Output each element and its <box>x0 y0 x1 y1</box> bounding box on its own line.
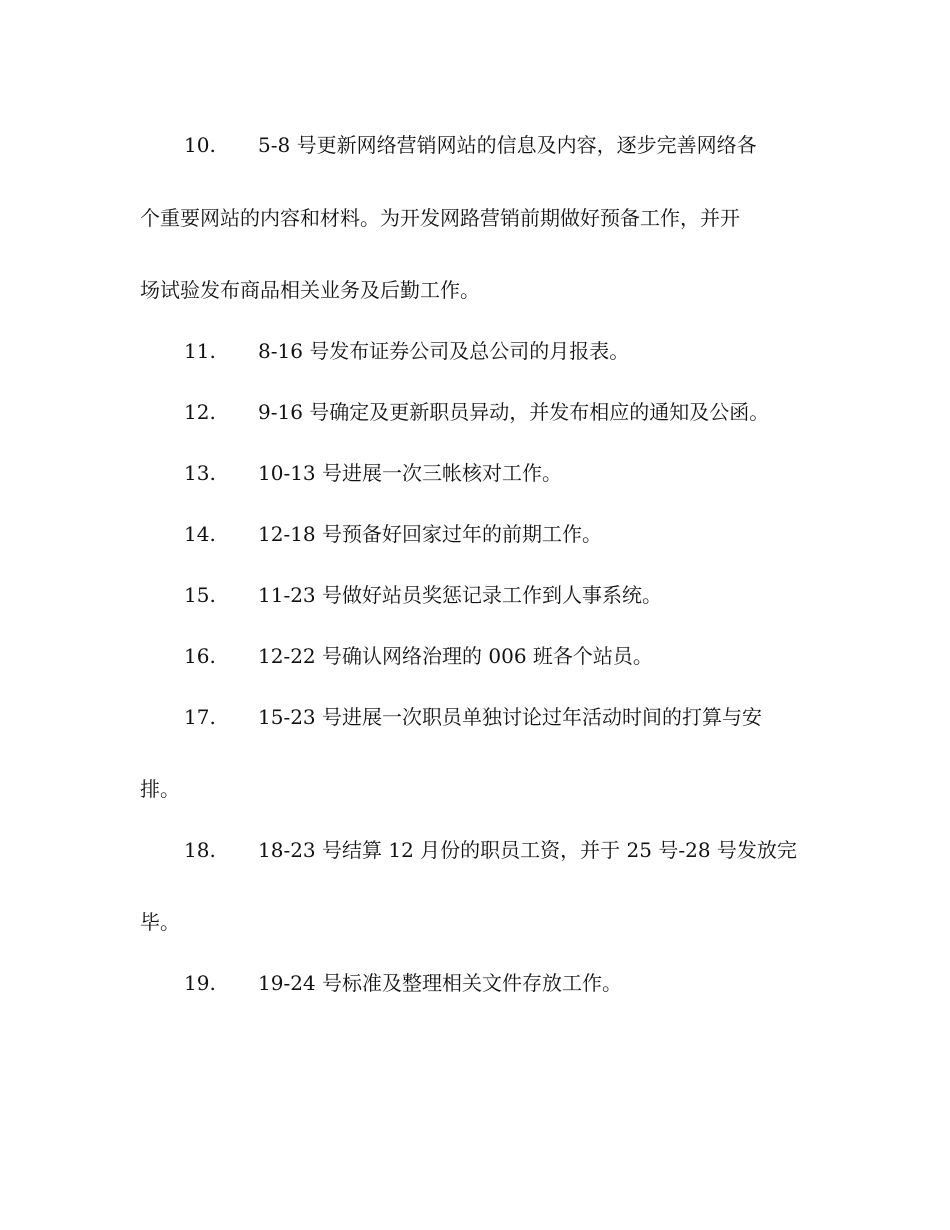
item-text: 8-16 号发布证券公司及总公司的月报表。 <box>258 339 630 363</box>
item-number: 10. <box>184 133 216 157</box>
item-text: 12-22 号确认网络治理的 006 班各个站员。 <box>258 644 653 668</box>
item-text: 10-13 号进展一次三帐核对工作。 <box>258 461 563 485</box>
item-number: 16. <box>184 644 216 668</box>
item-number: 13. <box>184 461 216 485</box>
item-text: 12-18 号预备好回家过年的前期工作。 <box>258 522 603 546</box>
item-text: 场试验发布商品相关业务及后勤工作。 <box>140 278 480 302</box>
item-text: 19-24 号标准及整理相关文件存放工作。 <box>258 971 623 995</box>
item-text: 5-8 号更新网络营销网站的信息及内容，逐步完善网络各 <box>258 133 757 157</box>
item-number: 14. <box>184 522 216 546</box>
item-text: 11-23 号做好站员奖惩记录工作到人事系统。 <box>258 583 663 607</box>
item-number: 17. <box>184 705 216 729</box>
item-text: 18-23 号结算 12 月份的职员工资，并于 25 号-28 号发放完 <box>258 838 797 862</box>
item-text: 排。 <box>140 777 180 801</box>
item-text: 毕。 <box>140 910 180 934</box>
item-number: 19. <box>184 971 216 995</box>
item-number: 18. <box>184 838 216 862</box>
item-text: 15-23 号进展一次职员单独讨论过年活动时间的打算与安 <box>258 705 763 729</box>
item-number: 15. <box>184 583 216 607</box>
item-number: 12. <box>184 400 216 424</box>
item-text: 个重要网站的内容和材料。为开发网路营销前期做好预备工作，并开 <box>140 206 740 230</box>
item-text: 9-16 号确定及更新职员异动，并发布相应的通知及公函。 <box>258 400 770 424</box>
item-number: 11. <box>184 339 216 363</box>
